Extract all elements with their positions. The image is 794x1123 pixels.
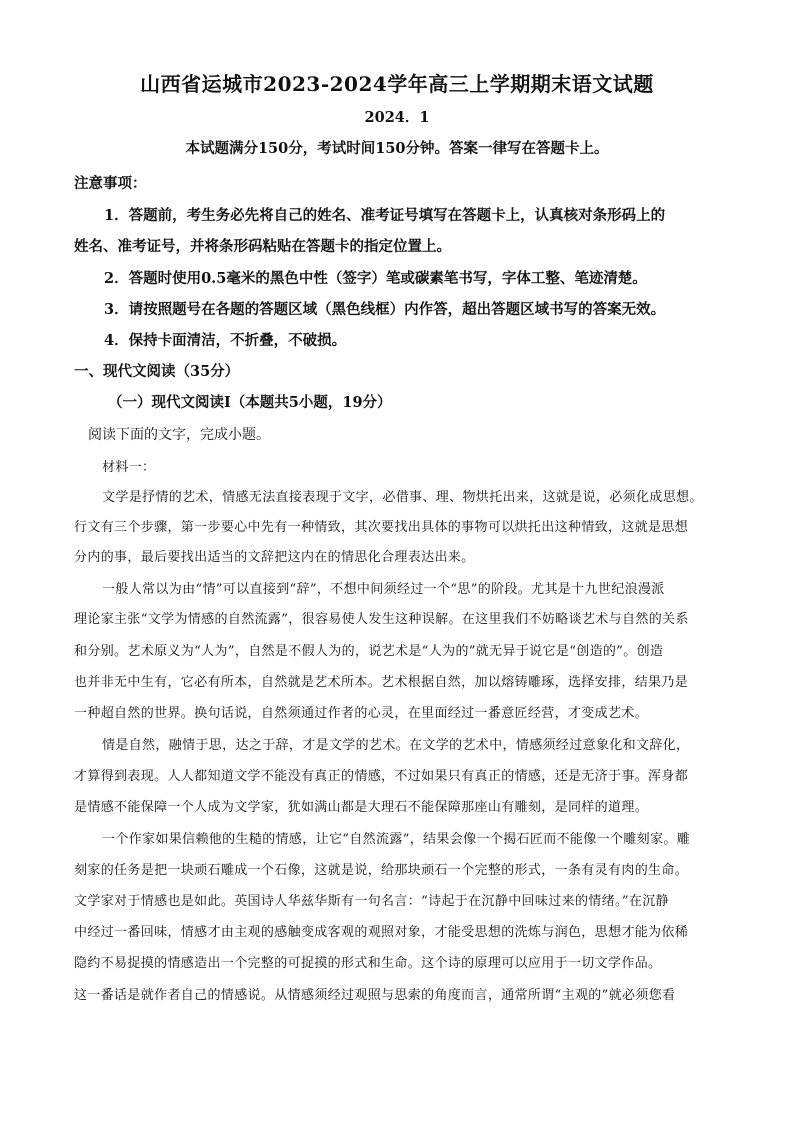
section-heading: 一、现代文阅读（35分） bbox=[74, 363, 240, 380]
body-line: 和分别。艺术原义为“人为”，自然是不假人为的，说艺术是“人为的”就无异于说它是“创造的”。创造 bbox=[74, 644, 664, 659]
document-title: 山西省运城市2023-2024学年高三上学期期末语文试题 bbox=[140, 72, 654, 96]
note-item-1-cont: 姓名、准考证号，并将条形码粘贴在答题卡的指定位置上。 bbox=[74, 238, 451, 255]
note-item-1: 1．答题前，考生务必先将自己的姓名、准考证号填写在答题卡上，认真核对条形码上的 bbox=[104, 207, 666, 224]
body-line: 这一番话是就作者自己的情感说。从情感须经过观照与思索的角度而言，通常所谓“主观的”就必须您看 bbox=[74, 988, 676, 1003]
body-line: 一个作家如果信赖他的生糙的情感，让它“自然流露”，结果会像一个揭石匠而不能像一个雕刻家。雕 bbox=[102, 832, 691, 847]
note-item-3: 3．请按照题号在各题的答题区域（黑色线框）内作答，超出答题区域书写的答案无效。 bbox=[104, 301, 666, 318]
exam-date: 2024．1 bbox=[364, 109, 430, 126]
note-item-4: 4．保持卡面清洁，不折叠，不破损。 bbox=[104, 332, 347, 349]
body-line: 隐约不易捉摸的情感造出一个完整的可捉摸的形式和生命。这个诗的原理可以应用于一切文学作品。 bbox=[74, 956, 662, 971]
material-label: 材料一： bbox=[102, 460, 156, 475]
body-line: 也并非无中生有，它必有所本，自然就是艺术所本。艺术根据自然，加以熔铸雕琢，选择安排，结果乃是 bbox=[74, 675, 689, 690]
body-line: 是情感不能保障一个人成为文学家，犹如满山都是大理石不能保障那座山有雕刻，是同样的道理。 bbox=[74, 800, 649, 815]
subsection-heading: （一）现代文阅读Ⅰ（本题共5小题，19分） bbox=[108, 394, 392, 411]
body-line: 行文有三个步骤，第一步要心中先有一种情致，其次要找出具体的事物可以烘托出这种情致，这就是思想 bbox=[74, 520, 689, 535]
body-line: 一种超自然的世界。换句话说，自然须通过作者的心灵，在里面经过一番意匠经营，才变成艺术。 bbox=[74, 706, 649, 721]
body-line: 才算得到表现。人人都知道文学不能没有真正的情感，不过如果只有真正的情感，还是无济于事。浑身都 bbox=[74, 769, 689, 784]
body-line: 中经过一番回味，情感才由主观的感触变成客观的观照对象，才能受思想的洗炼与润色，思想才能为依稀 bbox=[74, 925, 689, 940]
body-line: 一般人常以为由“情”可以直接到“辞”，不想中间须经过一个“思”的阶段。尤其是十九世纪浪漫派 bbox=[102, 582, 665, 597]
body-line: 情是自然，融情于思，达之于辞，才是文学的艺术。在文学的艺术中，情感须经过意象化和文辞化， bbox=[102, 738, 690, 753]
body-line: 文学家对于情感也是如此。英国诗人华兹华斯有一句名言：“诗起于在沉静中回味过来的情绪。”在沉静 bbox=[74, 894, 669, 909]
body-line: 分内的事，最后要找出适当的文辞把这内在的情思化合理表达出来。 bbox=[74, 550, 475, 565]
body-line: 刻家的任务是把一块顽石雕成一个石像，这就是说，给那块顽石一个完整的形式，一条有灵有肉的生命。 bbox=[74, 863, 689, 878]
body-line: 理论家主张“文学为情感的自然流露”，很容易使人发生这种误解。在这里我们不妨略谈艺术与自然的关系 bbox=[74, 612, 689, 627]
note-item-2: 2．答题时使用0.5毫米的黑色中性（签字）笔或碳素笔书写，字体工整、笔迹清楚。 bbox=[104, 270, 647, 287]
notes-heading: 注意事项： bbox=[74, 175, 147, 192]
reading-instruction: 阅读下面的文字，完成小题。 bbox=[88, 427, 270, 443]
body-line: 文学是抒情的艺术，情感无法直接表现于文字，必借事、理、物烘托出来，这就是说，必须化成思想。 bbox=[102, 490, 703, 505]
exam-intro: 本试题满分150分，考试时间150分钟。答案一律写在答题卡上。 bbox=[185, 140, 609, 157]
